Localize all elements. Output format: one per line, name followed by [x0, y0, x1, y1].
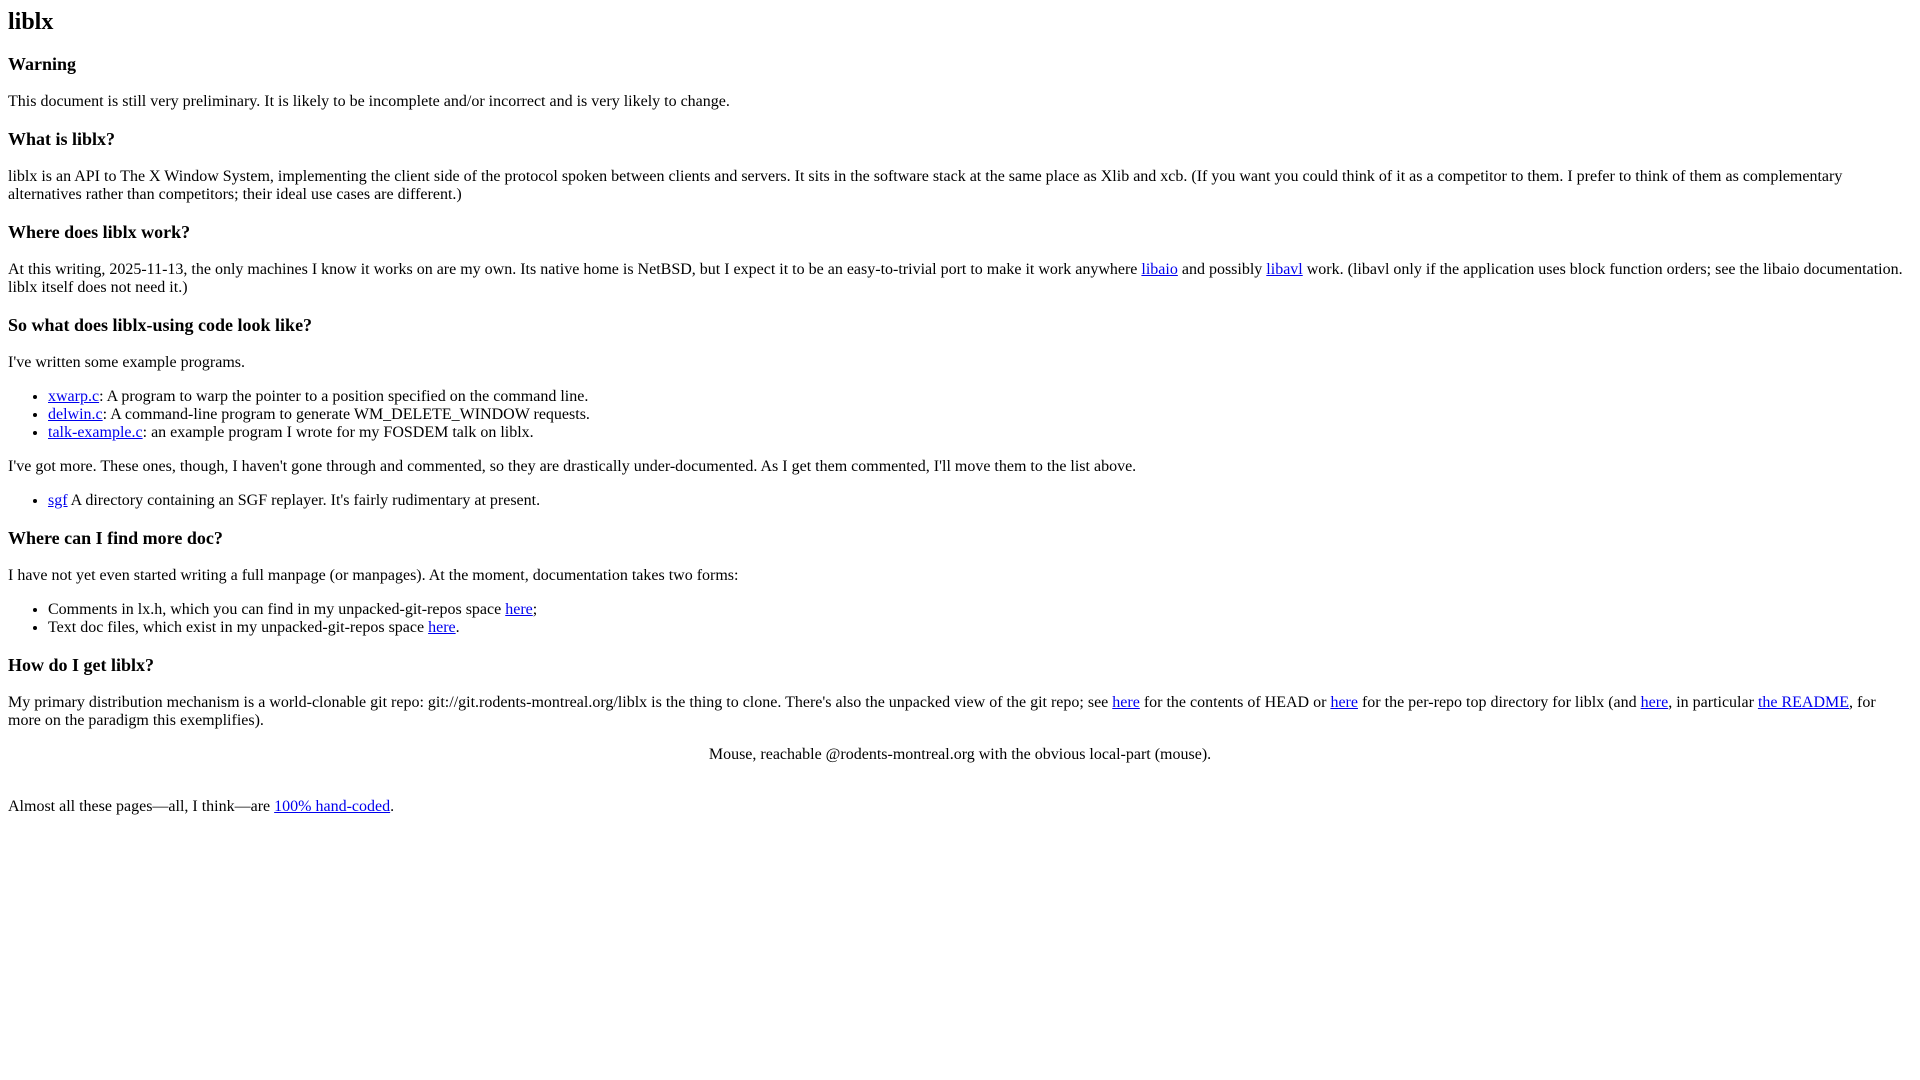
where-work-text-after: work. (libavl only if the application uses block function orders; see the libaio documentation. liblx itself does not need it.) — [8, 261, 1903, 296]
example-description: A directory containing an SGF replayer. It's fairly rudimentary at present. — [67, 492, 541, 509]
doc-item-text: Comments in lx.h, which you can find in my unpacked-git-repos space — [48, 601, 506, 618]
warning-heading: Warning — [8, 54, 77, 74]
hand-coded-link[interactable]: 100% hand-coded — [274, 798, 391, 815]
xwarp-link[interactable]: xwarp.c — [48, 388, 100, 405]
footer-text — [8, 798, 1912, 816]
libavl-link[interactable]: libavl — [1266, 261, 1303, 278]
page-title: liblx — [8, 9, 54, 35]
get-heading: How do I get liblx? — [8, 655, 155, 675]
repo-top-dir-link[interactable]: here — [1330, 694, 1358, 711]
contact-line: Mouse, reachable @rodents-montreal.org with the obvious local-part (mouse). — [708, 746, 1212, 763]
footer-text-lead: Almost all these pages—all, I think—are — [8, 798, 275, 815]
readme-link[interactable]: the README — [1757, 694, 1850, 711]
list-item — [48, 388, 1912, 406]
talk-example-link[interactable]: talk-example.c — [48, 424, 143, 441]
get-text-1: My primary distribution mechanism is a world-clonable git repo: git://git.rodents-montreal.org/liblx is the thing to clone. There's also the unpacked view of the git repo; see — [8, 694, 1113, 711]
warning-text: This document is still very preliminary. It is likely to be incomplete and/or incorrect and is very likely to change. — [8, 93, 730, 110]
code-heading: So what does liblx-using code look like? — [8, 315, 313, 335]
get-text-5: , for more on the paradigm this exemplifies). — [8, 694, 1876, 729]
get-text — [8, 694, 1912, 730]
doc-heading: Where can I find more doc? — [8, 528, 223, 548]
doc-item-end: ; — [532, 601, 538, 618]
head-contents-link[interactable]: here — [1112, 694, 1140, 711]
get-text-3: for the per-repo top directory for liblx (and — [1357, 694, 1641, 711]
footer-spacer — [8, 764, 1912, 798]
where-work-text-mid: and possibly — [1177, 261, 1267, 278]
what-text: liblx is an API to The X Window System, implementing the client side of the protocol spoken between clients and servers. It sits in the software stack at the same place as Xlib and xcb. (If you want you could think of it as a competitor to them. I prefer to think of them as complementary alternatives rather than competitors; their ideal use cases are different.) — [8, 168, 1843, 203]
where-work-heading: Where does liblx work? — [8, 222, 191, 242]
where-work-text-before: At this writing, 2025-11-13, the only machines I know it works on are my own. Its native home is NetBSD, but I expect it to be an easy-to-trivial port to make it work anywhere — [8, 261, 1142, 278]
example-description: : A program to warp the pointer to a position specified on the command line. — [99, 388, 589, 405]
doc-files-here-link[interactable]: here — [428, 619, 456, 636]
examples-list — [8, 388, 1912, 442]
list-item — [48, 406, 1912, 424]
sgf-link[interactable]: sgf — [48, 492, 68, 509]
doc-intro: I have not yet even started writing a full manpage (or manpages). At the moment, documentation takes two forms: — [8, 567, 739, 584]
example-description: : A command-line program to generate WM_DELETE_WINDOW requests. — [102, 406, 590, 423]
code-more-text: I've got more. These ones, though, I haven't gone through and commented, so they are drastically under-documented. As I get them commented, I'll move them to the list above. — [8, 458, 1137, 475]
lx-h-here-link[interactable]: here — [505, 601, 533, 618]
list-item — [48, 601, 1912, 619]
where-work-text — [8, 261, 1912, 297]
list-item — [48, 424, 1912, 442]
footer-text-end: . — [390, 798, 395, 815]
example-description: : an example program I wrote for my FOSDEM talk on liblx. — [142, 424, 534, 441]
get-text-2: for the contents of HEAD or — [1139, 694, 1331, 711]
libaio-link[interactable]: libaio — [1141, 261, 1178, 278]
delwin-link[interactable]: delwin.c — [48, 406, 103, 423]
paradigm-here-link[interactable]: here — [1640, 694, 1669, 711]
what-heading: What is liblx? — [8, 129, 116, 149]
list-item — [48, 492, 1912, 510]
code-intro: I've written some example programs. — [8, 354, 246, 371]
more-examples-list — [8, 492, 1912, 510]
doc-item-text: Text doc files, which exist in my unpacked-git-repos space — [48, 619, 429, 636]
list-item — [48, 619, 1912, 637]
doc-list — [8, 601, 1912, 637]
doc-item-end: . — [455, 619, 460, 636]
get-text-4: , in particular — [1668, 694, 1758, 711]
